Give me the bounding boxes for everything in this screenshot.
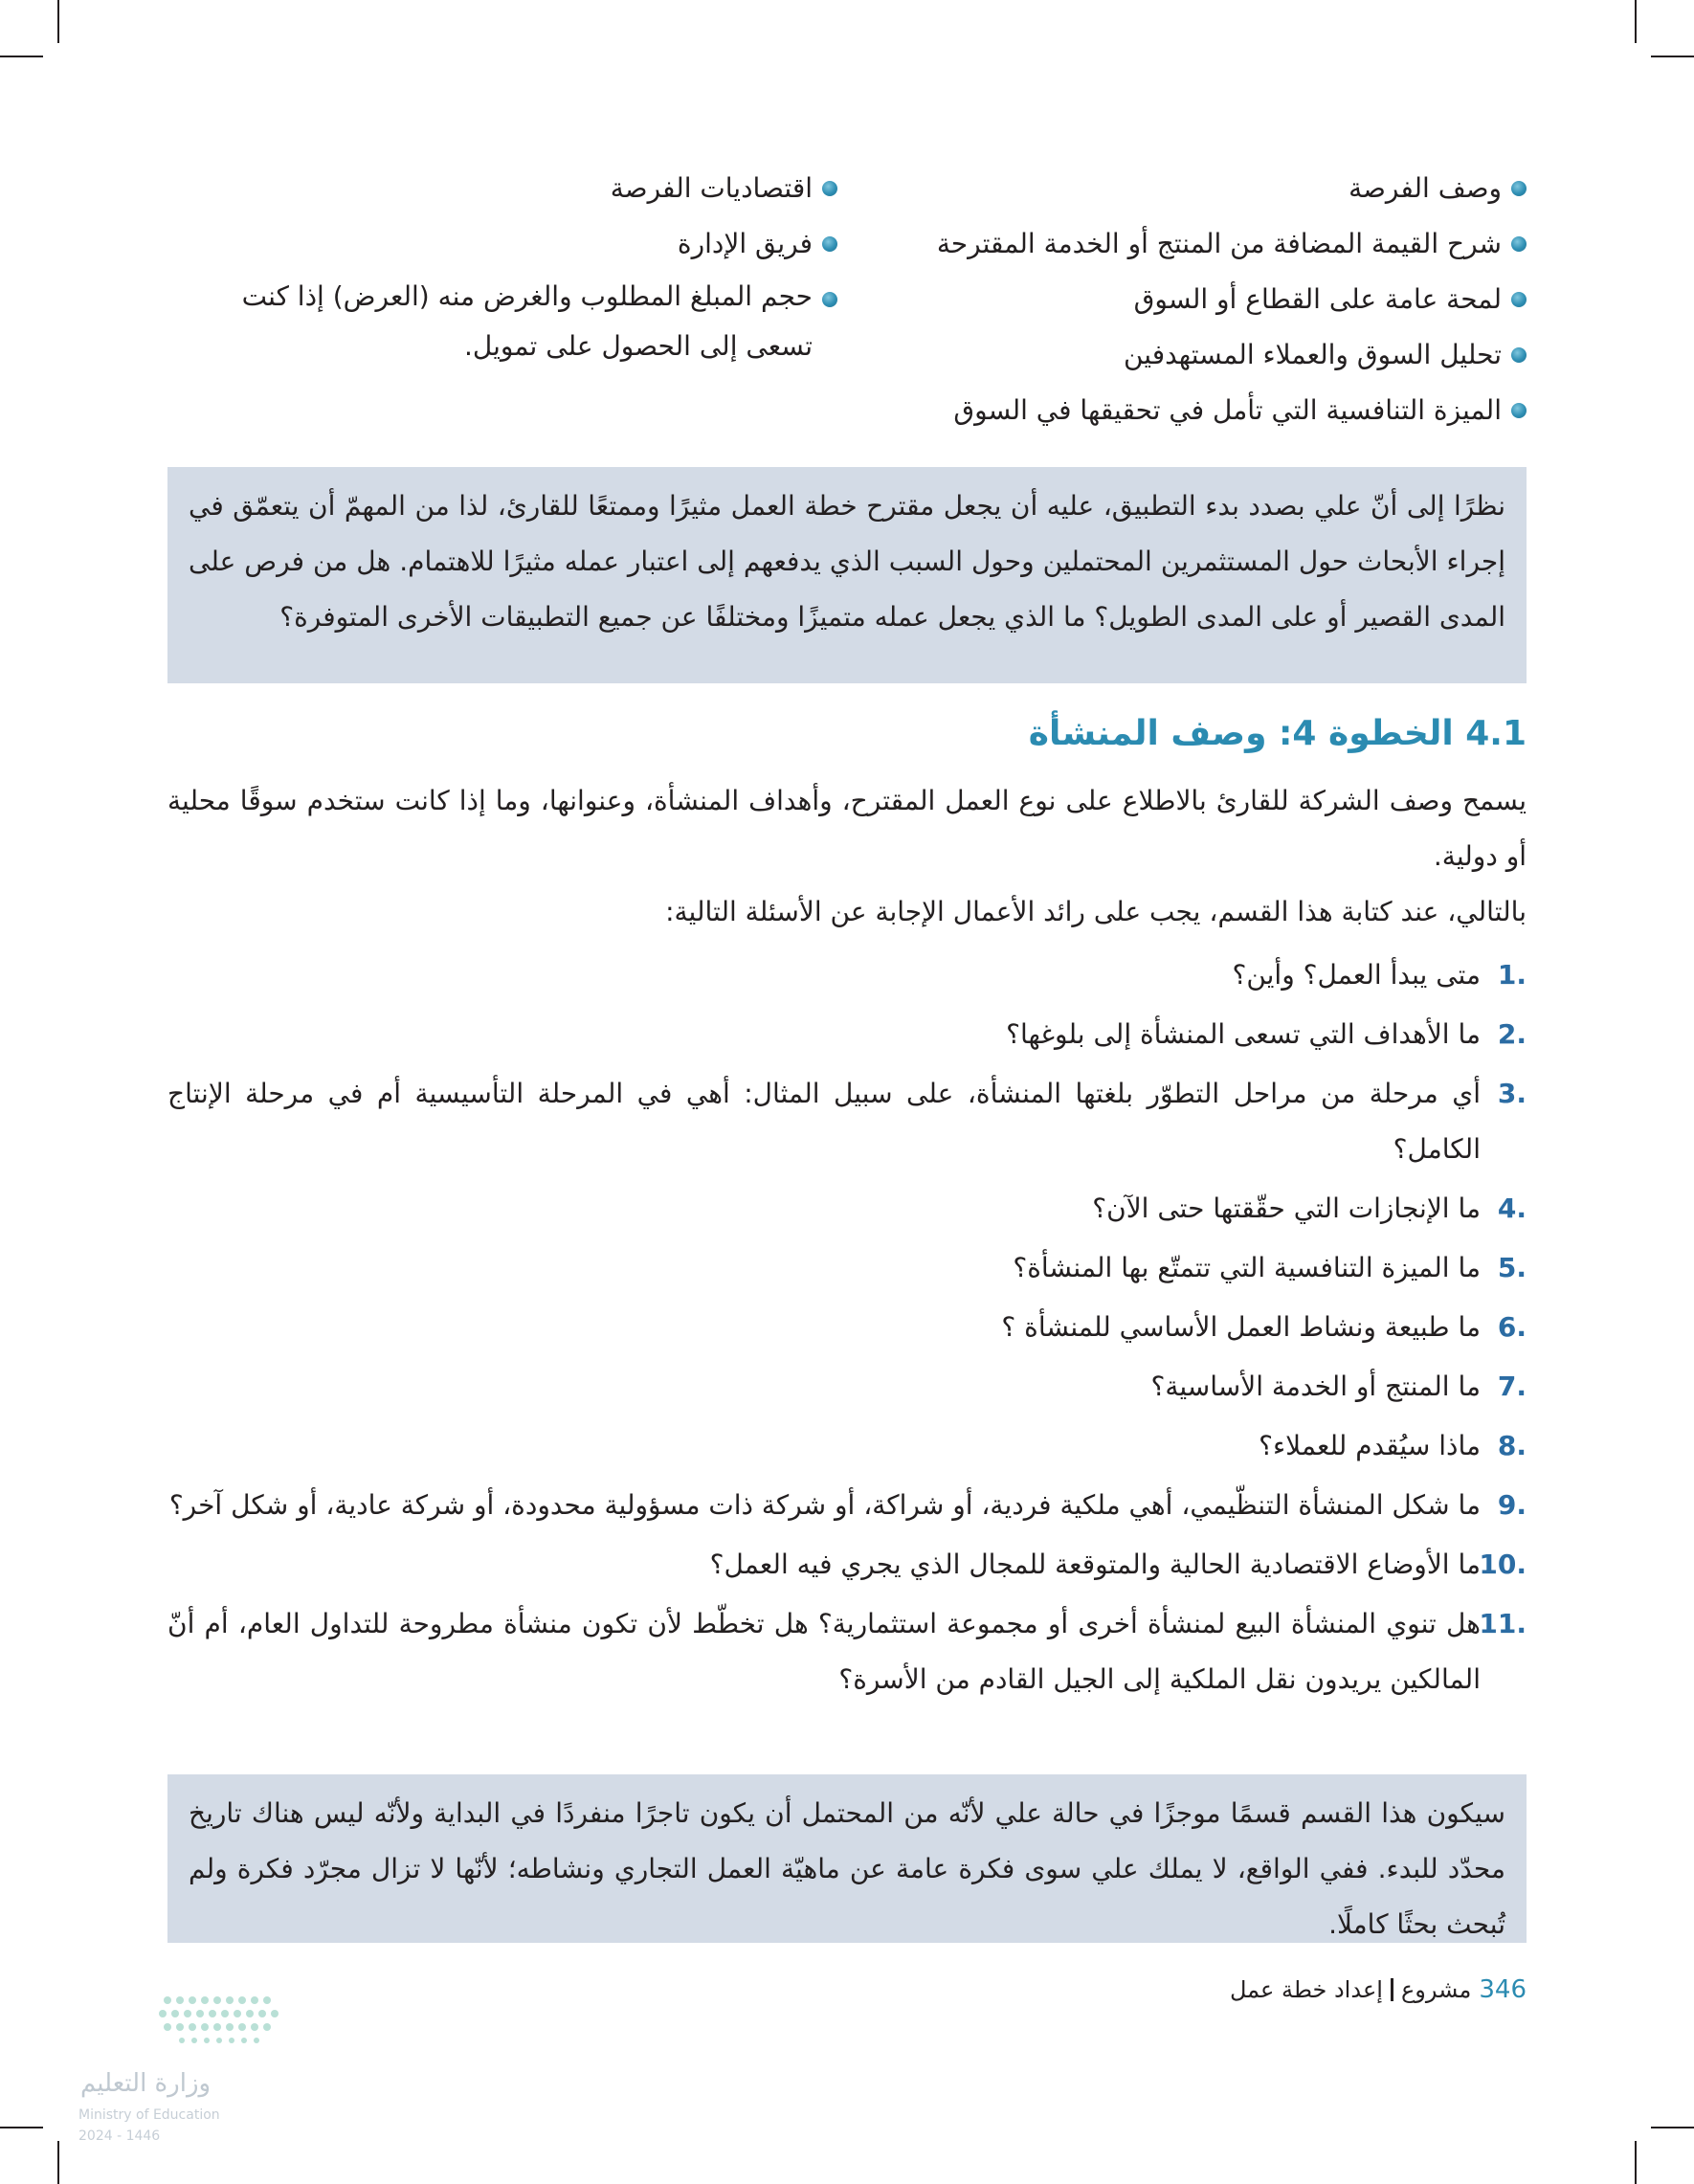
crop-mark xyxy=(57,2141,59,2184)
list-item xyxy=(167,947,1527,1003)
item-text: ما الميزة التنافسية التي تتمتّع بها المنشأة؟ xyxy=(1013,1252,1481,1283)
bullet-item: الميزة التنافسية التي تأمل في تحقيقها في السوق xyxy=(876,383,1527,438)
footer-section: مشروع xyxy=(1400,1976,1472,2003)
list-item xyxy=(167,1596,1527,1707)
paragraph: يسمح وصف الشركة للقارئ بالاطلاع على نوع العمل المقترح، وأهداف المنشأة، وعنوانها، وما إذا كانت ستخدم سوقًا محلية أو دولية. xyxy=(167,785,1527,872)
item-text: ما الأوضاع الاقتصادية الحالية والمتوقعة للمجال الذي يجري فيه العمل؟ xyxy=(709,1549,1481,1580)
bullet-dot-icon xyxy=(1511,236,1527,252)
bullet-dot-icon xyxy=(1511,292,1527,307)
list-item xyxy=(167,1300,1527,1355)
list-item xyxy=(167,1181,1527,1237)
item-number: 9. xyxy=(1497,1489,1527,1521)
bullet-list-right xyxy=(876,161,1527,438)
bullet-section xyxy=(167,161,1527,448)
logo-text-ar: وزارة التعليم xyxy=(80,2069,212,2098)
item-number: 1. xyxy=(1497,959,1527,991)
page-number: 346 xyxy=(1479,1975,1527,2004)
crop-mark xyxy=(1635,0,1637,43)
item-number: 4. xyxy=(1497,1192,1527,1224)
item-number: 5. xyxy=(1497,1252,1527,1283)
item-text: ما شكل المنشأة التنظّيمي، أهي ملكية فردية، أو شراكة، أو شركة ذات مسؤولية محدودة، أو شركة عادية، أو شكل آخر؟ xyxy=(168,1489,1481,1521)
item-number: 3. xyxy=(1497,1078,1527,1109)
bullet-item: تحليل السوق والعملاء المستهدفين xyxy=(876,327,1527,383)
paragraph: بالتالي، عند كتابة هذا القسم، يجب على رائد الأعمال الإجابة عن الأسئلة التالية: xyxy=(665,896,1527,927)
item-number: 8. xyxy=(1497,1430,1527,1461)
crop-mark xyxy=(1651,2127,1694,2128)
bullet-item: اقتصاديات الفرصة xyxy=(167,161,837,216)
list-item xyxy=(167,1359,1527,1415)
ministry-logo xyxy=(77,1991,316,2173)
list-item xyxy=(167,1537,1527,1593)
footer-divider xyxy=(1391,1978,1393,2001)
logo-dots-icon xyxy=(77,1991,316,2067)
bullet-list-left xyxy=(167,161,837,371)
footer-title: إعداد خطة عمل xyxy=(1229,1976,1383,2003)
list-item xyxy=(167,1478,1527,1533)
item-number: 10. xyxy=(1479,1549,1527,1580)
list-item xyxy=(167,1240,1527,1296)
bullet-item: وصف الفرصة xyxy=(876,161,1527,216)
callout-box: سيكون هذا القسم قسمًا موجزًا في حالة علي لأنّه من المحتمل أن يكون تاجرًا منفردًا في البداية ولأنّه ليس هناك تاريخ محدّد للبدء. ففي الواقع، لا يملك علي سوى فكرة عامة عن ماهيّة العمل التجاري ونشاطه؛ لأنّها لا تزال مجرّد فكرة ولم تُبحث بحثًا كاملًا. xyxy=(167,1774,1527,1943)
item-text: هل تنوي المنشأة البيع لمنشأة أخرى أو مجموعة استثمارية؟ هل تخطّط لأن تكون منشأة مطروحة للتداول العام، أم أنّ المالكين يريدون نقل الملكية إلى الجيل القادم من الأسرة؟ xyxy=(167,1608,1481,1695)
list-item xyxy=(167,1066,1527,1177)
crop-mark xyxy=(1635,2141,1637,2184)
bullet-item: شرح القيمة المضافة من المنتج أو الخدمة المقترحة xyxy=(876,216,1527,272)
item-text: ما الإنجازات التي حقّقتها حتى الآن؟ xyxy=(1092,1192,1481,1224)
questions-list xyxy=(167,947,1527,1711)
bullet-dot-icon xyxy=(822,181,837,196)
crop-mark xyxy=(0,2127,43,2128)
item-number: 11. xyxy=(1479,1608,1527,1639)
logo-year: 2024 - 1446 xyxy=(78,2128,161,2144)
logo-text-en: Ministry of Education xyxy=(78,2107,220,2123)
bullet-item: لمحة عامة على القطاع أو السوق xyxy=(876,272,1527,327)
list-item xyxy=(167,1418,1527,1474)
item-text: ما الأهداف التي تسعى المنشأة إلى بلوغها؟ xyxy=(1006,1018,1481,1050)
item-number: 2. xyxy=(1497,1018,1527,1050)
crop-mark xyxy=(1651,56,1694,57)
bullet-dot-icon xyxy=(1511,403,1527,418)
item-number: 6. xyxy=(1497,1311,1527,1343)
bullet-item: فريق الإدارة xyxy=(167,216,837,272)
crop-mark xyxy=(0,56,43,57)
item-text: ما المنتج أو الخدمة الأساسية؟ xyxy=(1150,1371,1481,1402)
bullet-dot-icon xyxy=(1511,347,1527,363)
item-number: 7. xyxy=(1497,1371,1527,1402)
page-footer xyxy=(1230,1975,1527,2004)
bullet-dot-icon xyxy=(822,236,837,252)
list-item xyxy=(167,1007,1527,1062)
bullet-dot-icon xyxy=(822,292,837,307)
section-heading: 4.1 الخطوة 4: وصف المنشأة xyxy=(1028,714,1527,753)
bullet-item: حجم المبلغ المطلوب والغرض منه (العرض) إذا كنت تسعى إلى الحصول على تمويل. xyxy=(167,272,837,371)
item-text: متى يبدأ العمل؟ وأين؟ xyxy=(1232,959,1481,991)
callout-box: نظرًا إلى أنّ علي بصدد بدء التطبيق، عليه أن يجعل مقترح خطة العمل مثيرًا وممتعًا للقارئ، لذا من المهمّ أن يتعمّق في إجراء الأبحاث حول المستثمرين المحتملين وحول السبب الذي يدفعهم إلى اعتبار عمله مثيرًا للاهتمام. هل من فرص على المدى القصير أو على المدى الطويل؟ ما الذي يجعل عمله متميزًا ومختلفًا عن جميع التطبيقات الأخرى المتوفرة؟ xyxy=(167,467,1527,683)
item-text: ماذا سيُقدم للعملاء؟ xyxy=(1259,1430,1481,1461)
crop-mark xyxy=(57,0,59,43)
item-text: ما طبيعة ونشاط العمل الأساسي للمنشأة ؟ xyxy=(1001,1311,1481,1343)
bullet-dot-icon xyxy=(1511,181,1527,196)
item-text: أي مرحلة من مراحل التطوّر بلغتها المنشأة، على سبيل المثال: أهي في المرحلة التأسيسية أم في مرحلة الإنتاج الكامل؟ xyxy=(167,1078,1481,1165)
